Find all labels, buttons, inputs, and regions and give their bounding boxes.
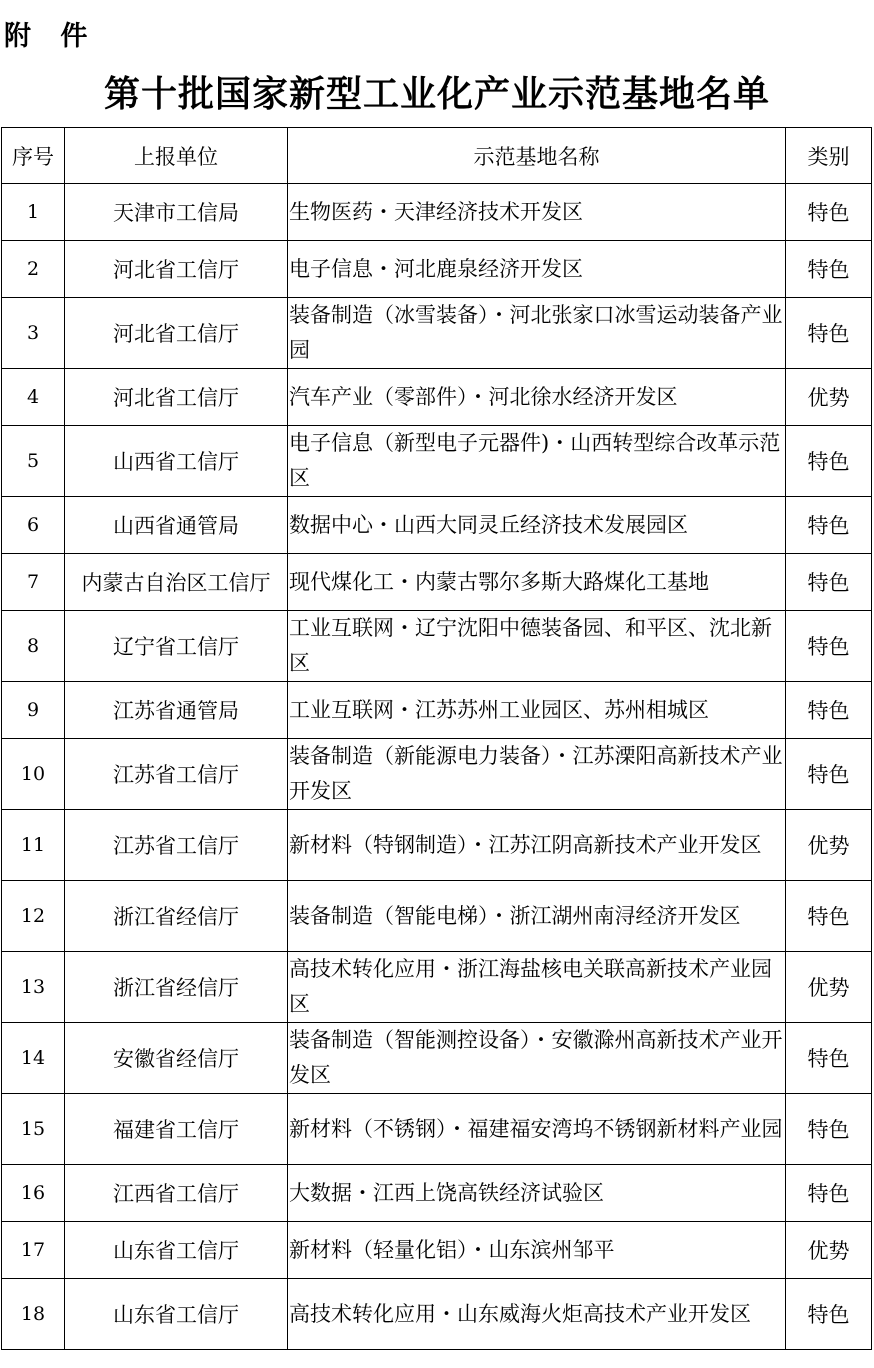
cell-name: 大数据・江西上饶高铁经济试验区 — [288, 1165, 786, 1222]
cell-unit: 山东省工信厅 — [65, 1279, 288, 1350]
cell-no: 10 — [2, 739, 65, 810]
cell-no: 3 — [2, 298, 65, 369]
table-row — [2, 810, 872, 881]
cell-name: 工业互联网・辽宁沈阳中德装备园、和平区、沈北新区 — [288, 611, 786, 682]
cell-type: 特色 — [786, 739, 872, 810]
table-row — [2, 1165, 872, 1222]
header-no: 序号 — [2, 128, 65, 184]
cell-type: 特色 — [786, 1094, 872, 1165]
cell-name: 生物医药・天津经济技术开发区 — [288, 184, 786, 241]
attachment-label: 附 件 — [4, 21, 98, 52]
cell-no: 17 — [2, 1222, 65, 1279]
cell-name: 汽车产业（零部件）・河北徐水经济开发区 — [288, 369, 786, 426]
table-row — [2, 739, 872, 810]
table-row — [2, 426, 872, 497]
cell-type: 特色 — [786, 184, 872, 241]
cell-unit: 浙江省经信厅 — [65, 952, 288, 1023]
cell-type: 优势 — [786, 952, 872, 1023]
cell-type: 特色 — [786, 298, 872, 369]
demo-base-table — [1, 127, 872, 1350]
header-unit: 上报单位 — [65, 128, 288, 184]
cell-no: 11 — [2, 810, 65, 881]
cell-name: 电子信息・河北鹿泉经济开发区 — [288, 241, 786, 298]
table-row — [2, 1222, 872, 1279]
cell-name: 现代煤化工・内蒙古鄂尔多斯大路煤化工基地 — [288, 554, 786, 611]
header-type: 类别 — [786, 128, 872, 184]
table-row — [2, 611, 872, 682]
cell-unit: 江西省工信厅 — [65, 1165, 288, 1222]
cell-type: 特色 — [786, 1023, 872, 1094]
document-title: 第十批国家新型工业化产业示范基地名单 — [103, 74, 770, 115]
table-row — [2, 1279, 872, 1350]
cell-name: 装备制造（智能电梯）・浙江湖州南浔经济开发区 — [288, 881, 786, 952]
table-row — [2, 554, 872, 611]
cell-no: 7 — [2, 554, 65, 611]
cell-name: 高技术转化应用・山东威海火炬高技术产业开发区 — [288, 1279, 786, 1350]
cell-unit: 山东省工信厅 — [65, 1222, 288, 1279]
cell-no: 15 — [2, 1094, 65, 1165]
cell-type: 特色 — [786, 554, 872, 611]
cell-name: 工业互联网・江苏苏州工业园区、苏州相城区 — [288, 682, 786, 739]
cell-no: 8 — [2, 611, 65, 682]
cell-unit: 山西省通管局 — [65, 497, 288, 554]
table-row — [2, 682, 872, 739]
table-row — [2, 497, 872, 554]
table-row — [2, 184, 872, 241]
cell-type: 优势 — [786, 1222, 872, 1279]
cell-type: 特色 — [786, 241, 872, 298]
cell-name: 电子信息（新型电子元器件)・山西转型综合改革示范区 — [288, 426, 786, 497]
cell-name: 新材料（特钢制造）・江苏江阴高新技术产业开发区 — [288, 810, 786, 881]
cell-name: 数据中心・山西大同灵丘经济技术发展园区 — [288, 497, 786, 554]
table-row — [2, 1023, 872, 1094]
cell-no: 5 — [2, 426, 65, 497]
cell-no: 16 — [2, 1165, 65, 1222]
cell-unit: 河北省工信厅 — [65, 241, 288, 298]
cell-name: 装备制造（新能源电力装备）・江苏溧阳高新技术产业开发区 — [288, 739, 786, 810]
cell-no: 1 — [2, 184, 65, 241]
cell-no: 6 — [2, 497, 65, 554]
cell-type: 特色 — [786, 1165, 872, 1222]
cell-type: 特色 — [786, 881, 872, 952]
cell-unit: 安徽省经信厅 — [65, 1023, 288, 1094]
table-row — [2, 1094, 872, 1165]
cell-name: 装备制造（冰雪装备）・河北张家口冰雪运动装备产业园 — [288, 298, 786, 369]
cell-type: 特色 — [786, 682, 872, 739]
cell-no: 14 — [2, 1023, 65, 1094]
table-row — [2, 241, 872, 298]
cell-no: 4 — [2, 369, 65, 426]
cell-unit: 浙江省经信厅 — [65, 881, 288, 952]
cell-type: 优势 — [786, 810, 872, 881]
cell-type: 特色 — [786, 426, 872, 497]
cell-name: 高技术转化应用・浙江海盐核电关联高新技术产业园区 — [288, 952, 786, 1023]
cell-no: 2 — [2, 241, 65, 298]
header-name: 示范基地名称 — [288, 128, 786, 184]
cell-unit: 山西省工信厅 — [65, 426, 288, 497]
cell-unit: 辽宁省工信厅 — [65, 611, 288, 682]
cell-no: 13 — [2, 952, 65, 1023]
cell-type: 优势 — [786, 369, 872, 426]
cell-no: 9 — [2, 682, 65, 739]
cell-unit: 河北省工信厅 — [65, 298, 288, 369]
cell-unit: 福建省工信厅 — [65, 1094, 288, 1165]
cell-unit: 内蒙古自治区工信厅 — [65, 554, 288, 611]
cell-no: 12 — [2, 881, 65, 952]
cell-unit: 江苏省工信厅 — [65, 810, 288, 881]
table-header-row — [2, 128, 872, 184]
cell-name: 装备制造（智能测控设备）・安徽滁州高新技术产业开发区 — [288, 1023, 786, 1094]
cell-name: 新材料（不锈钢）・福建福安湾坞不锈钢新材料产业园 — [288, 1094, 786, 1165]
cell-no: 18 — [2, 1279, 65, 1350]
table-row — [2, 952, 872, 1023]
table-row — [2, 369, 872, 426]
cell-type: 特色 — [786, 611, 872, 682]
cell-unit: 河北省工信厅 — [65, 369, 288, 426]
table-row — [2, 881, 872, 952]
cell-type: 特色 — [786, 1279, 872, 1350]
cell-unit: 江苏省工信厅 — [65, 739, 288, 810]
table-row — [2, 298, 872, 369]
cell-name: 新材料（轻量化铝）・山东滨州邹平 — [288, 1222, 786, 1279]
cell-type: 特色 — [786, 497, 872, 554]
cell-unit: 天津市工信局 — [65, 184, 288, 241]
cell-unit: 江苏省通管局 — [65, 682, 288, 739]
